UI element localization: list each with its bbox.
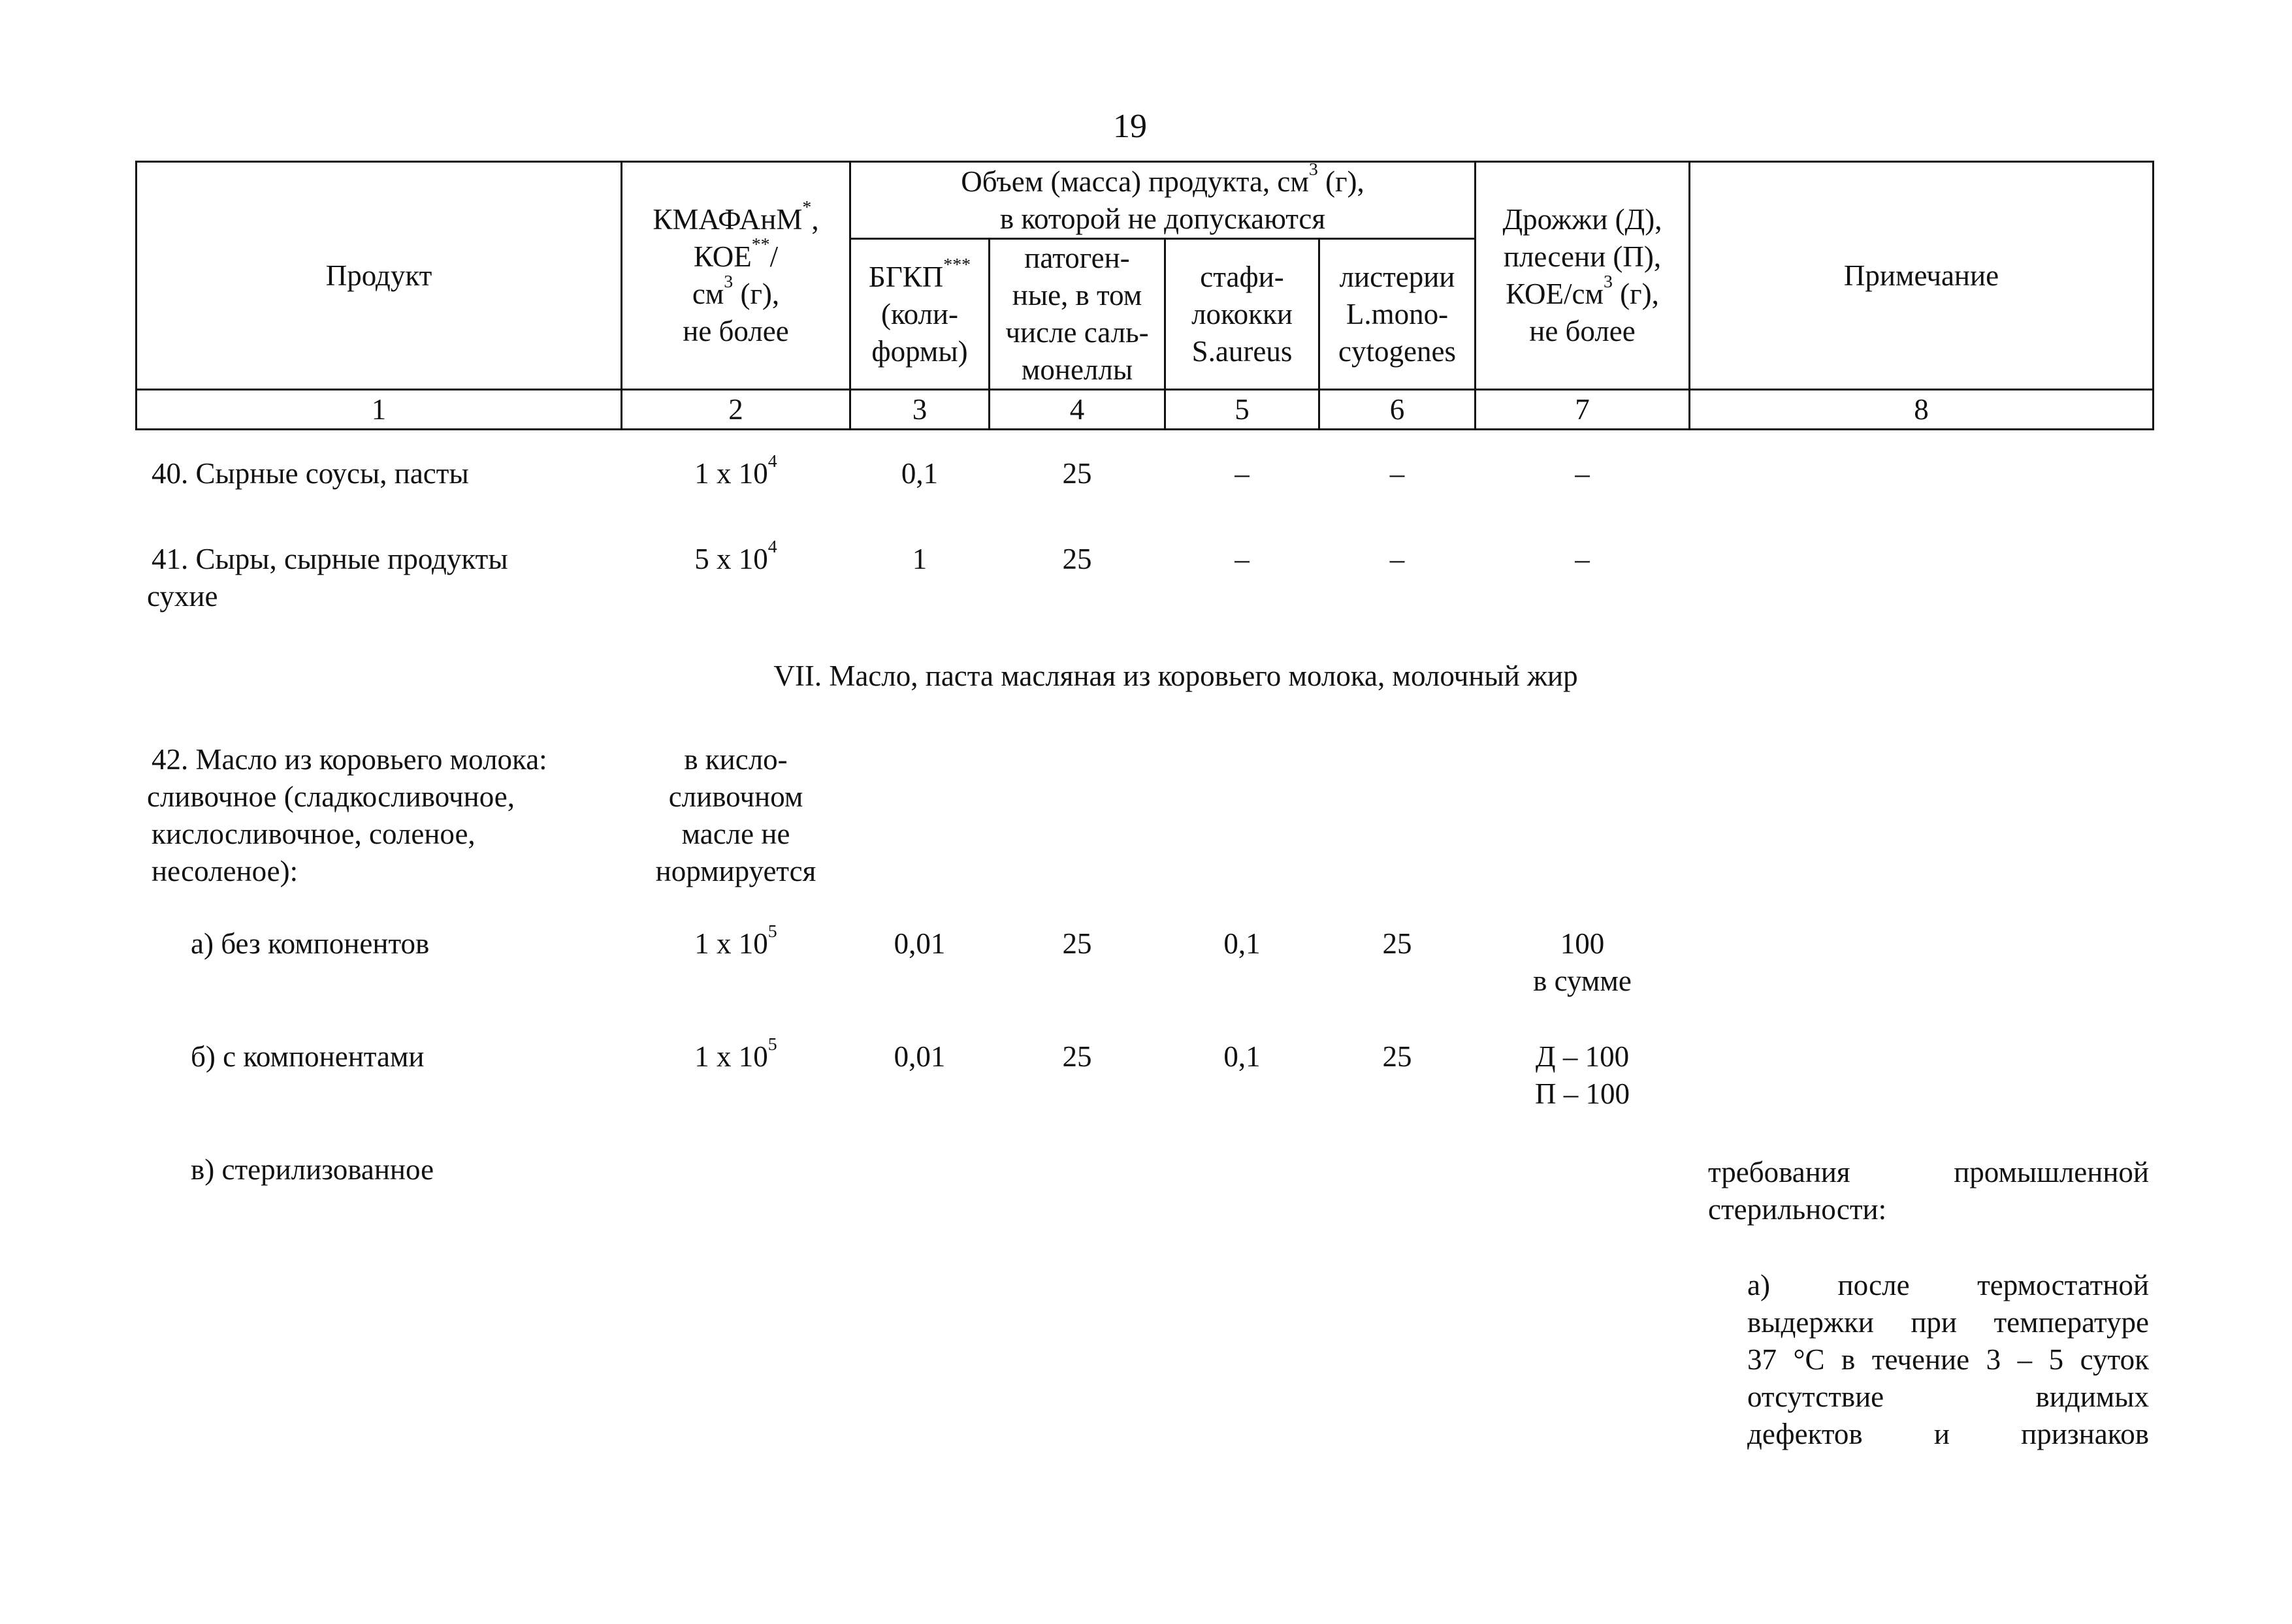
col-number-6: 6 bbox=[1389, 392, 1405, 426]
header-yeast: Дрожжи (Д), плесени (П), КОЕ/$см^3$ (г), не более bbox=[1502, 203, 1662, 347]
section-title: VII. Масло, паста масляная из коровьего молока, молочный жир bbox=[773, 660, 1578, 692]
row-product: а) без компонентов bbox=[191, 927, 430, 960]
row-kmafanm: 1 х $10^5$ bbox=[694, 1034, 777, 1073]
col-number-4: 4 bbox=[1069, 392, 1085, 426]
row-product: 40. Сырные соусы, пасты bbox=[152, 457, 469, 490]
row-pathogenic: 25 bbox=[1062, 1040, 1092, 1073]
row-pathogenic: 25 bbox=[1062, 927, 1092, 960]
row-kmafanm: 1 х $10^4$ bbox=[694, 451, 777, 490]
row-staph: – bbox=[1235, 543, 1250, 575]
header-bottom-rule bbox=[135, 428, 2154, 430]
row-listeria: 25 bbox=[1382, 1040, 1412, 1073]
col-number-8: 8 bbox=[1914, 392, 1929, 426]
row-kmafanm: 5 х $10^4$ bbox=[694, 536, 777, 575]
col-number-5: 5 bbox=[1235, 392, 1250, 426]
row-staph: 0,1 bbox=[1223, 927, 1261, 960]
col-number-2: 2 bbox=[728, 392, 743, 426]
note-sterility-heading: требования промышленной стерильности: bbox=[1708, 1156, 2149, 1226]
row-yeast: – bbox=[1575, 543, 1590, 575]
row-staph: – bbox=[1235, 457, 1250, 490]
row-product: б) с компонентами bbox=[191, 1040, 425, 1073]
row-pathogenic: 25 bbox=[1062, 543, 1092, 575]
header-bgkp: БГКП*** (коли- формы) bbox=[868, 254, 971, 368]
col-number-3: 3 bbox=[912, 392, 928, 426]
row-listeria: 25 bbox=[1382, 927, 1412, 960]
row-kmafanm: 1 х $10^5$ bbox=[694, 921, 777, 960]
row-yeast: 100 в сумме bbox=[1533, 927, 1632, 997]
header-product: Продукт bbox=[325, 259, 432, 292]
header-volume-group: Объем (масса) продукта, $см^3$ (г), в которой не допускаются bbox=[961, 159, 1364, 235]
row-bgkp: 1 bbox=[912, 543, 928, 575]
col-rule-8 bbox=[2152, 161, 2154, 430]
header-note: Примечание bbox=[1843, 259, 1999, 292]
row-bgkp: 0,01 bbox=[894, 927, 946, 960]
row-staph: 0,1 bbox=[1223, 1040, 1261, 1073]
col-number-1: 1 bbox=[371, 392, 387, 426]
row-bgkp: 0,1 bbox=[901, 457, 939, 490]
row-listeria: – bbox=[1389, 543, 1405, 575]
row-listeria: – bbox=[1389, 457, 1405, 490]
header-kmafanm: КМАФАнМ*, КОЕ**/ $см^3$ (г), не более bbox=[653, 197, 819, 347]
header-staph: стафи- лококки S.aureus bbox=[1191, 260, 1293, 368]
row-yeast: – bbox=[1575, 457, 1590, 490]
row-yeast: Д – 100 П – 100 bbox=[1535, 1040, 1630, 1110]
row-kmafanm: в кисло- сливочном масле не нормируется bbox=[655, 743, 816, 887]
header-listeria: листерии L.mono- cytogenes bbox=[1338, 260, 1456, 368]
col-number-7: 7 bbox=[1575, 392, 1590, 426]
row-pathogenic: 25 bbox=[1062, 457, 1092, 490]
row-product: 42. Масло из коровьего молока: сливочное (сладкосливочное, кислосливочное, соленое, несоленое): bbox=[147, 743, 547, 887]
note-sterility-item-a: а) после термостатной выдержки при температуре 37 °С в течение 3 – 5 суток отсутствие видимых дефектов и признаков bbox=[1747, 1269, 2149, 1450]
header-pathogenic: патоген- ные, в том числе саль- монеллы bbox=[1005, 242, 1149, 386]
row-product: 41. Сыры, сырные продукты сухие bbox=[147, 543, 508, 613]
row-product: в) стерилизованное bbox=[191, 1153, 434, 1186]
row-bgkp: 0,01 bbox=[894, 1040, 946, 1073]
page-number: 19 bbox=[1113, 108, 1147, 145]
